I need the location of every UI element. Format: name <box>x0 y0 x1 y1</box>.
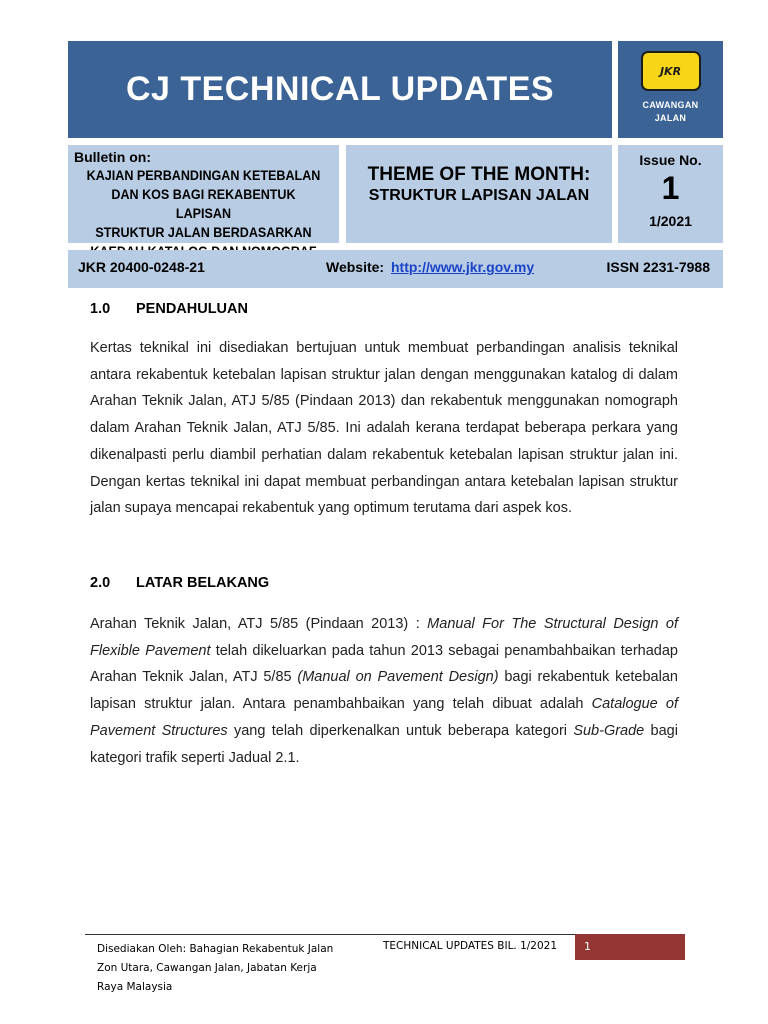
website-link[interactable]: http://www.jkr.gov.my <box>391 259 535 275</box>
website-label: Website: <box>326 259 385 275</box>
italic-term: Sub-Grade <box>573 722 645 739</box>
jkr-logo-panel <box>618 41 723 138</box>
info-bar <box>68 250 723 288</box>
page-number: 1 <box>575 934 685 960</box>
issue-code: 1/2021 <box>649 213 692 229</box>
footer-divider <box>85 934 575 935</box>
italic-title: (Manual on Pavement Design) <box>297 669 499 686</box>
section-2-paragraph <box>90 611 678 771</box>
bulletin-topic-line: DAN KOS BAGI REKABENTUK LAPISAN <box>111 187 296 221</box>
section-number: 2.0 <box>90 575 111 591</box>
issue-number: 1 <box>661 170 680 206</box>
section-heading-2 <box>90 575 269 591</box>
logo-caption-line2: JALAN <box>654 113 687 123</box>
section-number: 1.0 <box>90 301 111 317</box>
italic-title: Manual For The Structural Design of Flexible Pavement <box>90 616 678 659</box>
bulletin-topic-panel <box>68 145 339 243</box>
jkr-logo-icon <box>641 51 701 91</box>
logo-caption-line1: CAWANGAN <box>642 100 699 110</box>
paragraph-text: telah dikeluarkan pada tahun 2013 sebagai penambahbaikan terhadap Arahan Teknik Jalan, ATJ 5/85 <box>90 642 678 686</box>
italic-title: Catalogue of Pavement Structures <box>90 696 678 739</box>
section-heading-1 <box>90 301 248 317</box>
paragraph-text: yang telah diperkenalkan untuk beberapa kategori <box>227 722 574 739</box>
logo-caption <box>643 99 699 125</box>
section-1-paragraph: Kertas teknikal ini disediakan bertujuan untuk membuat perbandingan analisis teknikal antara rekabentuk ketebalan lapisan struktur jalan dengan menggunakan katalog di dalam Arahan Teknik Jalan, ATJ 5/85 (Pindaan 2013) dan rekabentuk menggunakan nomograph dalam Arahan Teknik Jalan, ATJ 5/85. Ini adalah kerana terdapat beberapa perkara yang dikenalpasti perlu diambil perhatian dalam rekabentuk ketebalan lapisan struktur jalan ini. Dengan kertas teknikal ini dapat membuat perbandingan antara ketebalan lapisan struktur jalan supaya mencapai rekabentuk yang optimum terutama dari aspek kos. <box>90 340 678 517</box>
section-title: PENDAHULUAN <box>136 301 248 317</box>
issue-panel <box>618 145 723 243</box>
paragraph-text: bagi rekabentuk ketebalan lapisan struktur jalan. Antara penambahbaikan yang telah dibuat adalah <box>90 669 678 713</box>
theme-value: STRUKTUR LAPISAN JALAN <box>368 187 590 204</box>
issue-label: Issue No. <box>639 152 702 168</box>
paragraph-text: bagi kategori trafik seperti Jadual 2.1. <box>90 722 678 766</box>
reference-number: JKR 20400-0248-21 <box>78 259 205 275</box>
bulletin-topic <box>83 166 324 261</box>
bulletin-title: CJ TECHNICAL UPDATES <box>68 41 612 138</box>
issn-number: ISSN 2231-7988 <box>606 259 710 275</box>
bulletin-label: Bulletin on: <box>74 149 151 165</box>
theme-panel <box>346 145 612 243</box>
jkr-logo-text: JKR <box>659 64 682 78</box>
bulletin-topic-line: KAJIAN PERBANDINGAN KETEBALAN <box>86 168 321 183</box>
footer-prepared-by: Disediakan Oleh: Bahagian Rekabentuk Jalan Zon Utara, Cawangan Jalan, Jabatan Kerja Raya Malaysia <box>97 943 334 993</box>
theme-label: THEME OF THE MONTH: <box>367 164 591 185</box>
footer-series: TECHNICAL UPDATES BIL. 1/2021 <box>383 940 558 952</box>
paragraph-text: Arahan Teknik Jalan, ATJ 5/85 (Pindaan 2013) : <box>90 616 428 632</box>
section-title: LATAR BELAKANG <box>136 575 270 591</box>
bulletin-topic-line: STRUKTUR JALAN BERDASARKAN <box>95 225 312 240</box>
